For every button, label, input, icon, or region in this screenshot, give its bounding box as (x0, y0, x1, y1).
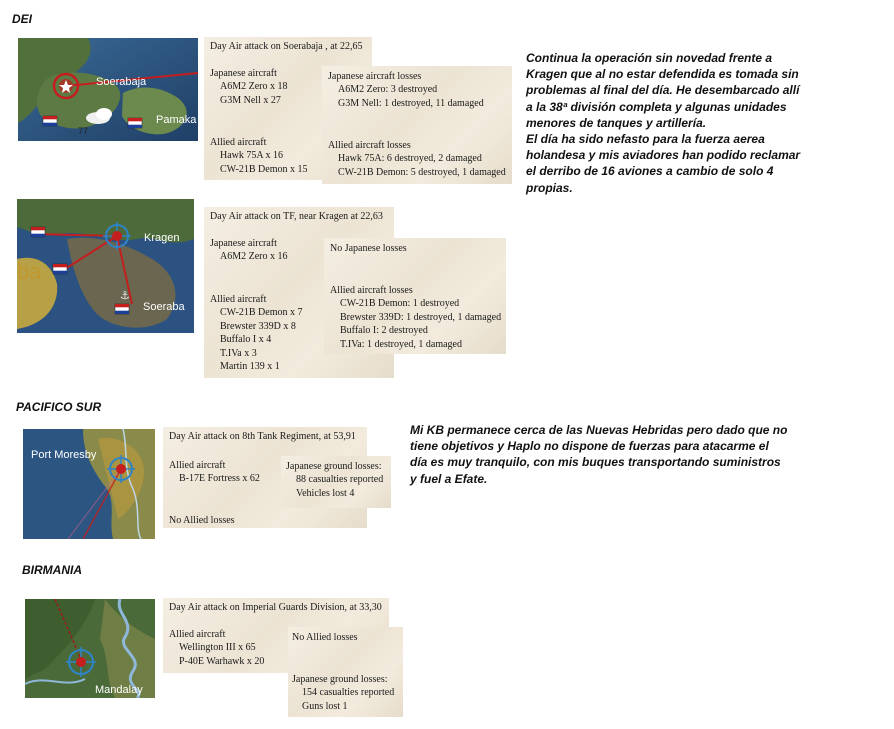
report-imperial-guards-losses (288, 627, 403, 717)
commentary-line: El día ha sido nefasto para la fuerza aerea (526, 132, 765, 147)
japanese-losses-header: Japanese aircraft losses (328, 71, 422, 82)
allied-aircraft-header: Allied aircraft (210, 137, 267, 148)
allied-losses-header: Allied aircraft losses (328, 140, 411, 151)
japanese-losses-header: No Japanese losses (330, 243, 407, 254)
loss-line: G3M Nell: 1 destroyed, 11 damaged (338, 97, 484, 109)
japanese-aircraft-header: Japanese aircraft (210, 238, 277, 249)
map-label-kragen: Kragen (144, 232, 180, 244)
map-soerabaja[interactable] (18, 38, 198, 141)
aircraft-line: G3M Nell x 27 (220, 94, 281, 106)
section-title-dei: DEI (12, 12, 33, 26)
ground-loss-line: 88 casualties reported (296, 474, 384, 486)
anchor-icon: ⚓ (120, 289, 130, 302)
loss-line: Hawk 75A: 6 destroyed, 2 damaged (338, 153, 482, 165)
commentary-dei (526, 50, 866, 196)
section-title-birmania: BIRMANIA (22, 563, 82, 577)
loss-line: Buffalo I: 2 destroyed (340, 325, 428, 337)
aircraft-line: Hawk 75A x 16 (220, 150, 284, 162)
commentary-line: y fuel a Efate. (410, 471, 488, 486)
commentary-line: problemas al final del día. He desembarcado allí (526, 83, 800, 98)
commentary-line: día es muy tranquilo, con mis buques transportando suministros (410, 455, 781, 470)
ground-losses-header: Japanese ground losses: (286, 461, 382, 472)
aircraft-line: CW-21B Demon x 7 (220, 307, 303, 319)
aircraft-line: Buffalo I x 4 (220, 334, 272, 346)
loss-line: A6M2 Zero: 3 destroyed (338, 84, 438, 96)
map-label-ba: ba (17, 259, 42, 284)
allied-aircraft-header: Allied aircraft (169, 629, 226, 640)
ground-loss-line: 154 casualties reported (302, 687, 395, 699)
map-label-port-moresby: Port Moresby (31, 449, 97, 461)
japanese-aircraft-header: Japanese aircraft (210, 68, 277, 79)
loss-line: CW-21B Demon: 5 destroyed, 1 damaged (338, 166, 506, 178)
aircraft-line: Wellington III x 65 (179, 642, 256, 654)
loss-line: T.IVa: 1 destroyed, 1 damaged (340, 338, 462, 350)
aircraft-line: P-40E Warhawk x 20 (179, 655, 265, 667)
loss-line: CW-21B Demon: 1 destroyed (340, 298, 460, 310)
aircraft-line: B-17E Fortress x 62 (179, 473, 260, 485)
report-soerabaja-losses (322, 66, 512, 184)
allied-aircraft-header: Allied aircraft (169, 460, 226, 471)
map-kragen[interactable] (17, 199, 194, 333)
report-title: Day Air attack on Soerabaja , at 22,65 (210, 41, 363, 52)
commentary-pacifico (410, 422, 850, 487)
commentary-line: tiene objetivos y Haplo no dispone de fuerzas para atacarme el (410, 439, 769, 454)
loss-line: Brewster 339D: 1 destroyed, 1 damaged (340, 311, 502, 323)
allied-aircraft-header: Allied aircraft (210, 294, 267, 305)
commentary-line: Continua la operación sin novedad frente a (526, 51, 773, 65)
aircraft-line: T.IVa x 3 (220, 347, 257, 359)
commentary-line: a la 38ª división completa y algunas unidades (526, 99, 787, 114)
map-label-mandalay: Mandalay (95, 684, 143, 696)
ground-loss-line: Guns lost 1 (302, 700, 348, 712)
report-title: Day Air attack on TF, near Kragen at 22,63 (210, 211, 383, 222)
ground-loss-line: Vehicles lost 4 (296, 487, 355, 499)
commentary-line: Kragen que al no estar defendida es tomada sin (526, 67, 799, 82)
map-label-soeraba: Soeraba (143, 301, 185, 313)
report-title: Day Air attack on 8th Tank Regiment, at 53,91 (169, 431, 356, 442)
commentary-line: propias. (526, 180, 573, 195)
map-label-soerabaja: Soerabaja (96, 76, 147, 88)
allied-losses-header: Allied aircraft losses (330, 285, 413, 296)
aircraft-line: A6M2 Zero x 18 (220, 81, 288, 93)
commentary-line: holandesa y mis aviadores han podido reclamar (526, 148, 801, 163)
no-allied-losses: No Allied losses (292, 632, 358, 643)
aircraft-line: Brewster 339D x 8 (220, 320, 296, 332)
aircraft-line: Martin 139 x 1 (220, 361, 280, 373)
report-kragen-losses (324, 238, 506, 354)
no-allied-losses: No Allied losses (169, 515, 235, 526)
map-label-pamaka: Pamaka (156, 114, 197, 126)
commentary-line: Mi KB permanece cerca de las Nuevas Hebridas pero dado que no (410, 423, 788, 437)
report-title: Day Air attack on Imperial Guards Division, at 33,30 (169, 602, 382, 613)
map-port-moresby[interactable] (23, 429, 155, 539)
aircraft-line: A6M2 Zero x 16 (220, 251, 288, 263)
commentary-line: menores de tanques y artillería. (526, 115, 707, 130)
aircraft-line: CW-21B Demon x 15 (220, 163, 308, 175)
commentary-line: el derribo de 16 aviones a cambio de solo 4 (526, 164, 774, 179)
map-mandalay[interactable] (25, 599, 155, 698)
section-title-pacifico-sur: PACIFICO SUR (16, 400, 102, 414)
ground-losses-header: Japanese ground losses: (292, 674, 388, 685)
unit-count: 77 (78, 126, 89, 136)
report-8th-tank-ground (281, 456, 391, 508)
